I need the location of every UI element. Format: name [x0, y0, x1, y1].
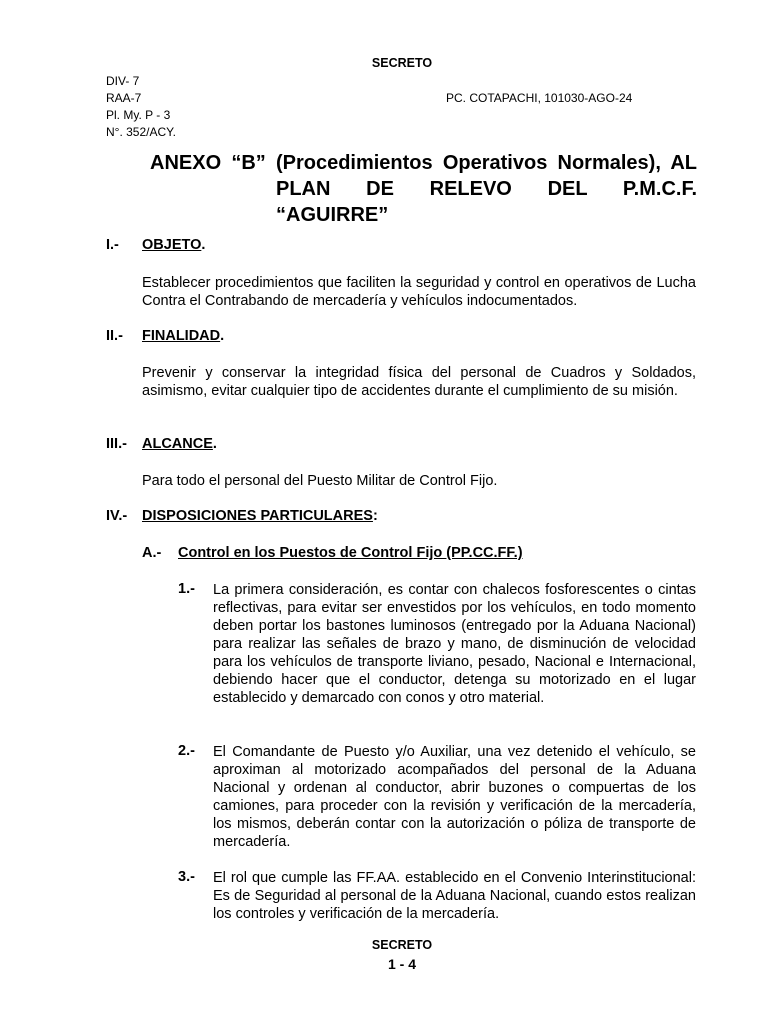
top-classification: SECRETO [371, 56, 433, 70]
section-heading: ALCANCE. [142, 436, 217, 452]
item-number: 1.- [178, 581, 195, 597]
item-number: 2.- [178, 743, 195, 759]
section-body: Para todo el personal del Puesto Militar de Control Fijo. [142, 473, 498, 489]
title-line-1: ANEXO “B” (Procedimientos Operativos Normales), AL [150, 152, 697, 174]
section-title: OBJETO [142, 237, 202, 253]
section-heading: DISPOSICIONES PARTICULARES: [142, 508, 378, 524]
item-text: La primera consideración, es contar con chalecos fosforescentes o cintas reflectivas, para evitar ser envestidos por los vehículos, en todo momento deben portar los bastones luminosos (entregado por la Aduana Nacional) para realizar las señales de brazo y mano, de disminución de velocidad para los vehículos de transporte liviano, pesado, Nacional e Internacional, debiendo hacer que el conductor, detenga su motorizado en el lugar establecido y demarcado con conos y otro material. [213, 582, 696, 706]
section-number: II.- [106, 328, 123, 344]
ref-line: Pl. My. P - 3 [106, 108, 171, 122]
section-heading: OBJETO. [142, 237, 206, 253]
ref-line: N°. 352/ACY. [106, 125, 176, 139]
item-text: El Comandante de Puesto y/o Auxiliar, una vez detenido el vehículo, se aproximan al motorizado acompañados del personal de la Aduana Nacional y ordenan al conductor, abrir buzones o compuertas de los camiones, para proceder con la revisión y verificación de la mercadería, los mismos, deberán contar con la autorización o póliza de transporte de mercadería. [213, 744, 696, 850]
section-number: III.- [106, 436, 127, 452]
section-heading: FINALIDAD. [142, 328, 225, 344]
section-body: Prevenir y conservar la integridad física del personal de Cuadros y Soldados, asimismo, evitar cualquier tipo de accidentes durante el cumplimiento de su misión. [142, 365, 696, 399]
subsection-letter: A.- [142, 545, 162, 561]
section-title: DISPOSICIONES PARTICULARES [142, 508, 373, 524]
section-body: Establecer procedimientos que faciliten la seguridad y control en operativos de Lucha Contra el Contrabando de mercadería y vehículos indocumentados. [142, 275, 696, 309]
section-number: IV.- [106, 508, 128, 524]
section-title: FINALIDAD [142, 328, 221, 344]
section-number: I.- [106, 237, 119, 253]
bottom-classification: SECRETO [371, 938, 433, 952]
place-date: PC. COTAPACHI, 101030-AGO-24 [446, 91, 633, 105]
page-number: 1 - 4 [387, 956, 416, 972]
ref-line: RAA-7 [106, 91, 142, 105]
title-line-3: “AGUIRRE” [276, 204, 389, 226]
item-number: 3.- [178, 869, 195, 885]
subsection-title: Control en los Puestos de Control Fijo (PP.CC.FF.) [178, 545, 523, 561]
title-line-2: PLAN DE RELEVO DEL P.M.C.F. [276, 178, 697, 200]
reference-block [106, 73, 176, 141]
item-text: El rol que cumple las FF.AA. establecido en el Convenio Interinstitucional: Es de Seguridad al personal de la Aduana Nacional, cuando estos realizan los controles y verificación de la mercadería. [213, 870, 696, 922]
document-title [150, 150, 697, 228]
ref-line: DIV- 7 [106, 74, 140, 88]
section-title: ALCANCE [142, 436, 213, 452]
